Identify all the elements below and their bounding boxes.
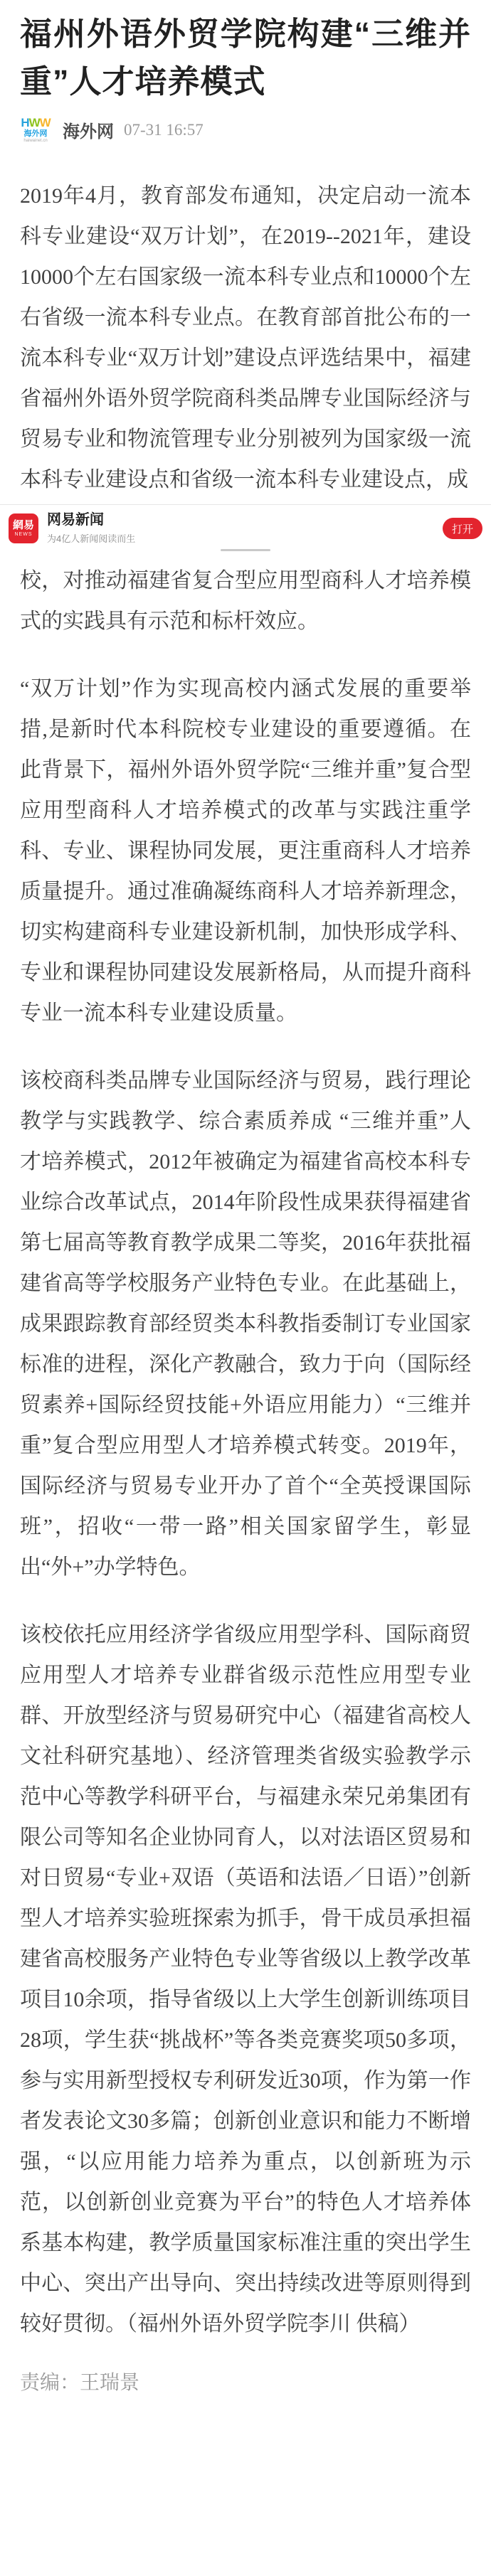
logo-name: 海外网 [23, 129, 48, 138]
drag-handle[interactable] [221, 549, 270, 551]
paragraph: 该校商科类品牌专业国际经济与贸易，践行理论教学与实践教学、综合素质养成 “三维并重”人才培养模式，2012年被确定为福建省高校本科专业综合改革试点，2014年阶段性成果获得福建省第七届高等教育教学成果二等奖，2016年获批福建省高等学校服务产业特色专业。在此基础上，成果跟踪教育部经贸类本科教指委制订专业国家标准的进程，深化产教融合，致力于向（国际经贸素养+国际经贸技能+外语应用能力）“三维并重”复合型应用型人才培养模式转变。2019年，国际经济与贸易专业开办了首个“全英授课国际班”，招收“一带一路”相关国家留学生，彰显出“外+”办学特色。 [20, 1069, 471, 1579]
paragraph: 该校依托应用经济学省级应用型学科、国际商贸应用型人才培养专业群省级示范性应用型专业群、开放型经济与贸易研究中心（福建省高校人文社科研究基地）、经济管理类省级实验教学示范中心等教学科研平台，与福建永荣兄弟集团有限公司等知名企业协同育人，以对法语区贸易和对日贸易“专业+双语（英语和法语／日语）”创新型人才培养实验班探索为抓手，骨干成员承担福建省高校服务产业特色专业等省级以上教学改革项目10余项，指导省级以上大学生创新训练项目28项，学生获“挑战杯”等各类竞赛奖项50多项，参与实用新型授权专利研发近30项，作为第一作者发表论文30多篇；创新创业意识和能力不断增强，“以应用能力培养为重点，以创新班为示范，以创新创业竞赛为平台”的特色人才培养体系基本构建，教学质量国家标准注重的突出学生中心、突出产出导向、突出持续改进等原则得到较好贯彻。（福州外语外贸学院李川 供稿） [20, 1623, 471, 2336]
netease-app-banner[interactable] [0, 504, 491, 555]
haiwainet-logo-icon [20, 117, 51, 143]
open-app-button[interactable]: 打开 [443, 518, 482, 539]
paragraph: 2019年4月，教育部发布通知，决定启动一流本科专业建设“双万计划”，在2019--2021年，建设10000个左右国家级一流本科专业点和10000个左右省级一流本科专业点。在教育部首批公布的一流本科专业“双万计划”建设点评选结果中，福建省福州外语外贸学院商科类品牌专业国际经济与贸易专业和物流管理专业分别被列为国家级一流本科专业建设点和省级一流本科专业建设点，成 [20, 184, 471, 491]
netease-news-logo-icon: 網易 NEWS [9, 513, 38, 543]
source-name: 海外网 [63, 122, 114, 142]
paragraph: 校，对推动福建省复合型应用型商科人才培养模式的实践具有示范和标杆效应。 [20, 569, 471, 633]
article-title: 福州外语外贸学院构建“三维并重”人才培养模式 [20, 16, 471, 100]
app-name: 网易新闻 [47, 512, 104, 528]
source-row [20, 117, 471, 143]
logo-letter: W [39, 116, 51, 129]
editor-credit: 责编：王瑞景 [20, 2371, 140, 2393]
logo-url: haiwainet.cn [23, 139, 48, 143]
logo-letter: H [21, 116, 29, 129]
app-tagline: 为4亿人新闻阅读而生 [47, 533, 136, 544]
paragraph: “双万计划”作为实现高校内涵式发展的重要举措,是新时代本科院校专业建设的重要遵循。在此背景下，福州外语外贸学院“三维并重”复合型应用型商科人才培养模式的改革与实践注重学科、专业、课程协同发展，更注重商科人才培养质量提升。通过准确凝练商科人才培养新理念，切实构建商科专业建设新机制，加快形成学科、专业和课程协同建设发展新格局，从而提升商科专业一流本科专业建设质量。 [20, 677, 471, 1025]
logo-letter: W [28, 116, 40, 129]
publish-time: 07-31 16:57 [124, 120, 204, 139]
